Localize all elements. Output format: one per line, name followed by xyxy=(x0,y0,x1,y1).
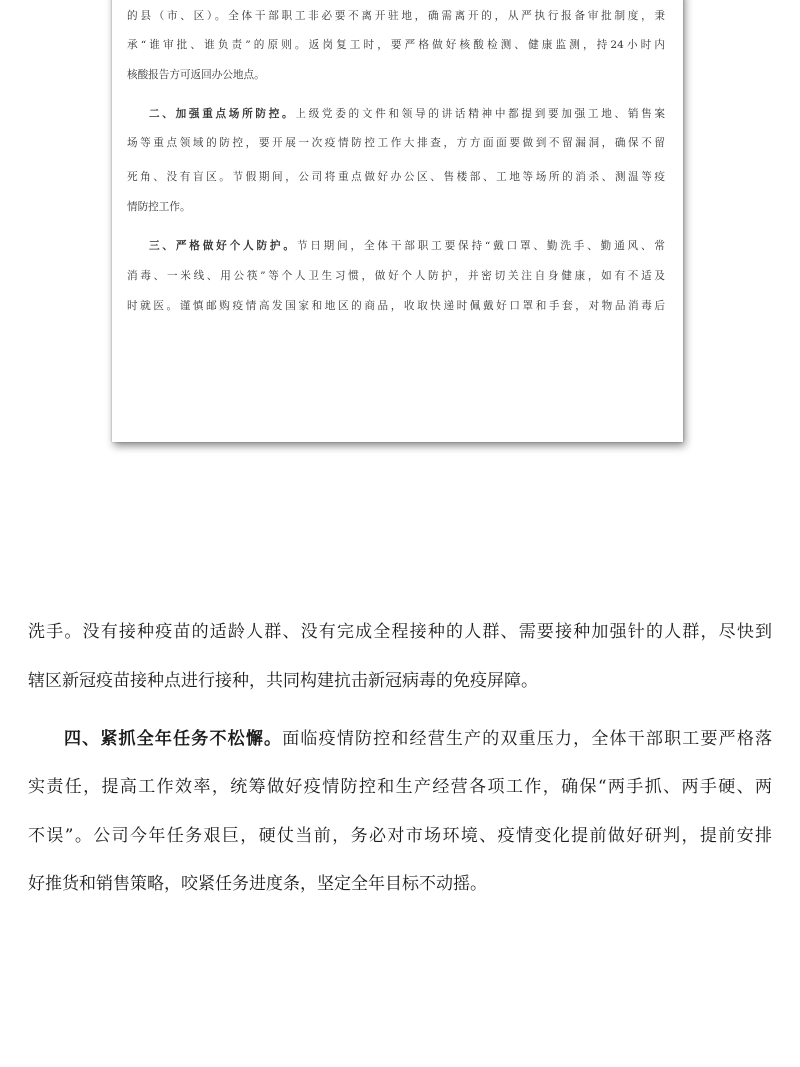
text-line: 好推货和销售策略，咬紧任务进度条，坚定全年目标不动摇。 xyxy=(28,874,487,894)
paragraph-3-first-line xyxy=(149,239,665,253)
text-line: 死角、没有盲区。节假期间，公司将重点做好办公区、售楼部、工地等场所的消杀、测温等疫 xyxy=(127,171,665,183)
document-page-preview xyxy=(112,0,683,442)
text-line: 实责任，提高工作效率，统筹做好疫情防控和生产经营各项工作，确保“两手抓、两手硬、两 xyxy=(28,777,772,797)
section-heading-3: 三、严格做好个人防护。 xyxy=(149,240,297,252)
text-line: 消毒、一米线、用公筷”等个人卫生习惯，做好个人防护，并密切关注自身健康，如有不适及 xyxy=(127,270,665,282)
text-line: 时就医。谨慎邮购疫情高发国家和地区的商品，收取快递时佩戴好口罩和手套，对物品消毒后 xyxy=(127,300,665,312)
text-line: 不误”。公司今年任务艰巨，硬仗当前，务必对市场环境、疫情变化提前做好研判，提前安排 xyxy=(28,826,772,846)
section-heading-2: 二、加强重点场所防控。 xyxy=(149,108,296,120)
text-line: 承“谁审批、谁负责”的原则。返岗复工时，要严格做好核酸检测、健康监测，持24小时内 xyxy=(127,39,665,51)
text-line: 洗手。没有接种疫苗的适龄人群、没有完成全程接种的人群、需要接种加强针的人群，尽快到 xyxy=(28,622,772,642)
section-heading-4: 四、紧抓全年任务不松懈。 xyxy=(64,729,283,749)
text-line: 核酸报告方可返回办公地点。 xyxy=(127,69,265,81)
paragraph-2-first-line xyxy=(149,107,665,121)
text-line: 面临疫情防控和经营生产的双重压力，全体干部职工要严格落 xyxy=(282,729,773,749)
text-line: 的县（市、区）。全体干部职工非必要不离开驻地，确需离开的，从严执行报备审批制度，秉 xyxy=(127,10,665,22)
text-line: 辖区新冠疫苗接种点进行接种，共同构建抗击新冠病毒的免疫屏障。 xyxy=(28,671,538,691)
text-line: 节日期间，全体干部职工要保持“戴口罩、勤洗手、勤通风、常 xyxy=(296,240,666,252)
text-line: 上级党委的文件和领导的讲话精神中都提到要加强工地、销售案 xyxy=(295,108,666,120)
text-line: 情防控工作。 xyxy=(127,201,191,213)
text-line: 场等重点领域的防控，要开展一次疫情防控工作大排查，方方面面要做到不留漏洞，确保不留 xyxy=(127,137,665,149)
paragraph-4-first-line xyxy=(64,727,772,751)
